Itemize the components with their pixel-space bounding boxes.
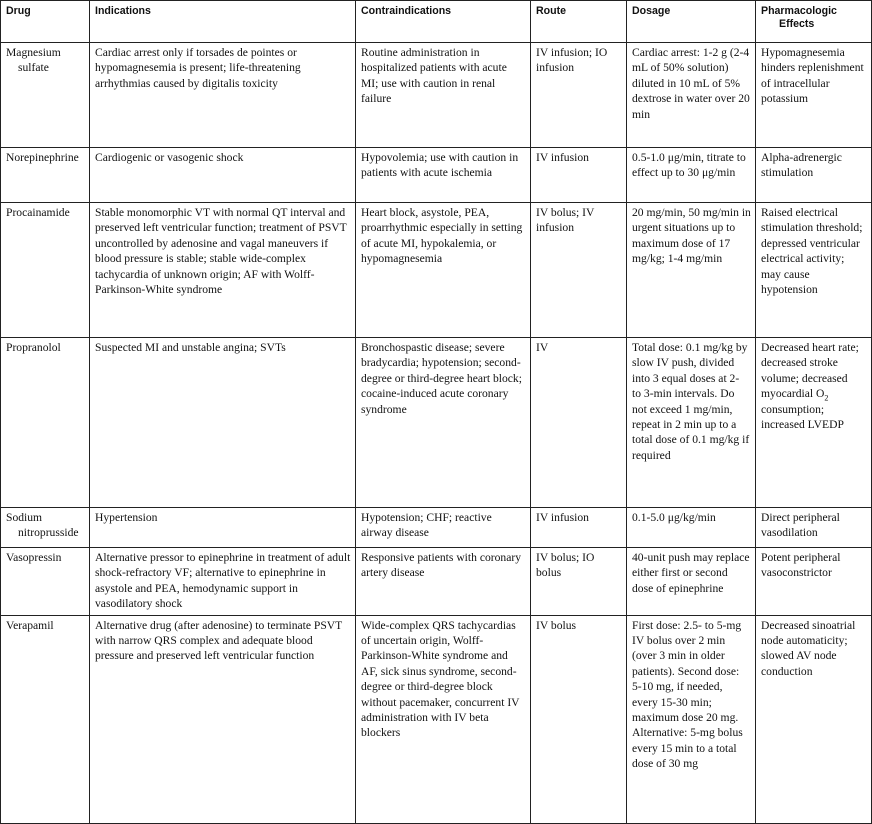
o2-subscript: 2 <box>824 393 829 403</box>
drug-cell <box>1 615 90 823</box>
drug-cell <box>1 43 90 148</box>
drug-name-cont: sulfate <box>18 61 49 75</box>
contraindications-cell: Routine administration in hospitalized patients with acute MI; use with caution in renal failure <box>356 43 531 148</box>
route-cell: IV infusion <box>531 148 627 203</box>
indications-cell: Hypertension <box>90 508 356 548</box>
table-row <box>1 508 872 548</box>
effects-cell: Potent peripheral vasoconstrictor <box>756 548 872 616</box>
route-cell: IV bolus; IO bolus <box>531 548 627 616</box>
indications-cell: Alternative pressor to epinephrine in treatment of adult shock-refractory VF; alternative to epinephrine in asystole and PEA, hemodynamic support in vasodilatory shock <box>90 548 356 616</box>
dosage-cell: First dose: 2.5- to 5-mg IV bolus over 2 min (over 3 min in older patients). Second dose: 5-10 mg, if needed, every 15-30 min; maximum dose 20 mg. Alternative: 5-mg bolus every 15 min to a total dose of 30 mg <box>627 615 756 823</box>
route-cell: IV infusion; IO infusion <box>531 43 627 148</box>
header-contraindications: Contraindications <box>356 1 531 43</box>
contraindications-cell: Responsive patients with coronary artery disease <box>356 548 531 616</box>
indications-cell: Alternative drug (after adenosine) to terminate PSVT with narrow QRS complex and adequate blood pressure and preserved left ventricular function <box>90 615 356 823</box>
table-row <box>1 148 872 203</box>
table-header-row <box>1 1 872 43</box>
drug-name: Sodium <box>6 511 43 524</box>
contraindications-cell: Hypovolemia; use with caution in patients with acute ischemia <box>356 148 531 203</box>
drug-name: Procainamide <box>6 206 70 219</box>
header-dosage: Dosage <box>627 1 756 43</box>
route-cell: IV infusion <box>531 508 627 548</box>
drug-name: Norepinephrine <box>6 151 79 164</box>
route-cell: IV bolus; IV infusion <box>531 203 627 338</box>
contraindications-cell: Heart block, asystole, PEA, proarrhythmic especially in setting of acute MI, hypokalemia, or hypomagnesemia <box>356 203 531 338</box>
drug-cell <box>1 548 90 616</box>
header-route: Route <box>531 1 627 43</box>
table-row <box>1 548 872 616</box>
route-cell: IV bolus <box>531 615 627 823</box>
effects-cell: Hypomagnesemia hinders replenishment of intracellular potassium <box>756 43 872 148</box>
table-row <box>1 338 872 508</box>
contraindications-cell: Wide-complex QRS tachycardias of uncertain origin, Wolff-Parkinson-White syndrome and AF, sick sinus syndrome, second-degree or third-degree block without pacemaker, concurrent IV administration with IV beta blockers <box>356 615 531 823</box>
table-row <box>1 203 872 338</box>
drug-cell <box>1 338 90 508</box>
effects-cell: Raised electrical stimulation threshold; depressed ventricular electrical activity; may cause hypotension <box>756 203 872 338</box>
dosage-cell: 20 mg/min, 50 mg/min in urgent situations up to maximum dose of 17 mg/kg; 1-4 mg/min <box>627 203 756 338</box>
effects-cell: Decreased sinoatrial node automaticity; slowed AV node conduction <box>756 615 872 823</box>
drug-name-cont: nitroprusside <box>18 526 79 540</box>
indications-cell: Stable monomorphic VT with normal QT interval and preserved left ventricular function; treatment of PSVT uncontrolled by adenosine and vagal maneuvers if blood pressure is stable; stable wide-complex tachycardia of unknown origin; AF with Wolff-Parkinson-White syndrome <box>90 203 356 338</box>
indications-cell: Cardiogenic or vasogenic shock <box>90 148 356 203</box>
dosage-cell: Total dose: 0.1 mg/kg by slow IV push, divided into 3 equal doses at 2- to 3-min intervals. Do not exceed 1 mg/min, repeat in 2 min up to a total dose of 0.1 mg/kg if required <box>627 338 756 508</box>
drug-cell <box>1 508 90 548</box>
header-effects-line1: Pharmacologic <box>761 5 837 17</box>
effects-text: Decreased heart rate; decreased stroke volume; decreased myocardial O <box>761 341 859 401</box>
drug-cell <box>1 148 90 203</box>
effects-cell: Direct peripheral vasodilation <box>756 508 872 548</box>
header-indications: Indications <box>90 1 356 43</box>
indications-cell: Cardiac arrest only if torsades de pointes or hypomagnesemia is present; life-threatening arrhythmias caused by digitalis toxicity <box>90 43 356 148</box>
drug-name: Magnesium <box>6 46 61 59</box>
header-drug: Drug <box>1 1 90 43</box>
table-row <box>1 43 872 148</box>
dosage-cell: Cardiac arrest: 1-2 g (2-4 mL of 50% solution) diluted in 10 mL of 5% dextrose in water over 20 min <box>627 43 756 148</box>
drug-name: Propranolol <box>6 341 61 354</box>
effects-cell <box>756 338 872 508</box>
contraindications-cell: Hypotension; CHF; reactive airway disease <box>356 508 531 548</box>
effects-cell: Alpha-adrenergic stimulation <box>756 148 872 203</box>
indications-cell: Suspected MI and unstable angina; SVTs <box>90 338 356 508</box>
table-row <box>1 615 872 823</box>
dosage-cell: 40-unit push may replace either first or second dose of epinephrine <box>627 548 756 616</box>
dosage-cell: 0.5-1.0 μg/min, titrate to effect up to 30 μg/min <box>627 148 756 203</box>
route-cell: IV <box>531 338 627 508</box>
effects-text-cont: consumption; increased LVEDP <box>761 402 844 432</box>
drug-cell <box>1 203 90 338</box>
dosage-cell: 0.1-5.0 μg/kg/min <box>627 508 756 548</box>
drug-name: Vasopressin <box>6 551 62 564</box>
drug-name: Verapamil <box>6 618 54 632</box>
header-pharmacologic-effects <box>756 1 872 43</box>
contraindications-cell: Bronchospastic disease; severe bradycardia; hypotension; second-degree or third-degree heart block; cocaine-induced acute coronary syndrome <box>356 338 531 508</box>
header-effects-line2: Effects <box>779 18 815 30</box>
